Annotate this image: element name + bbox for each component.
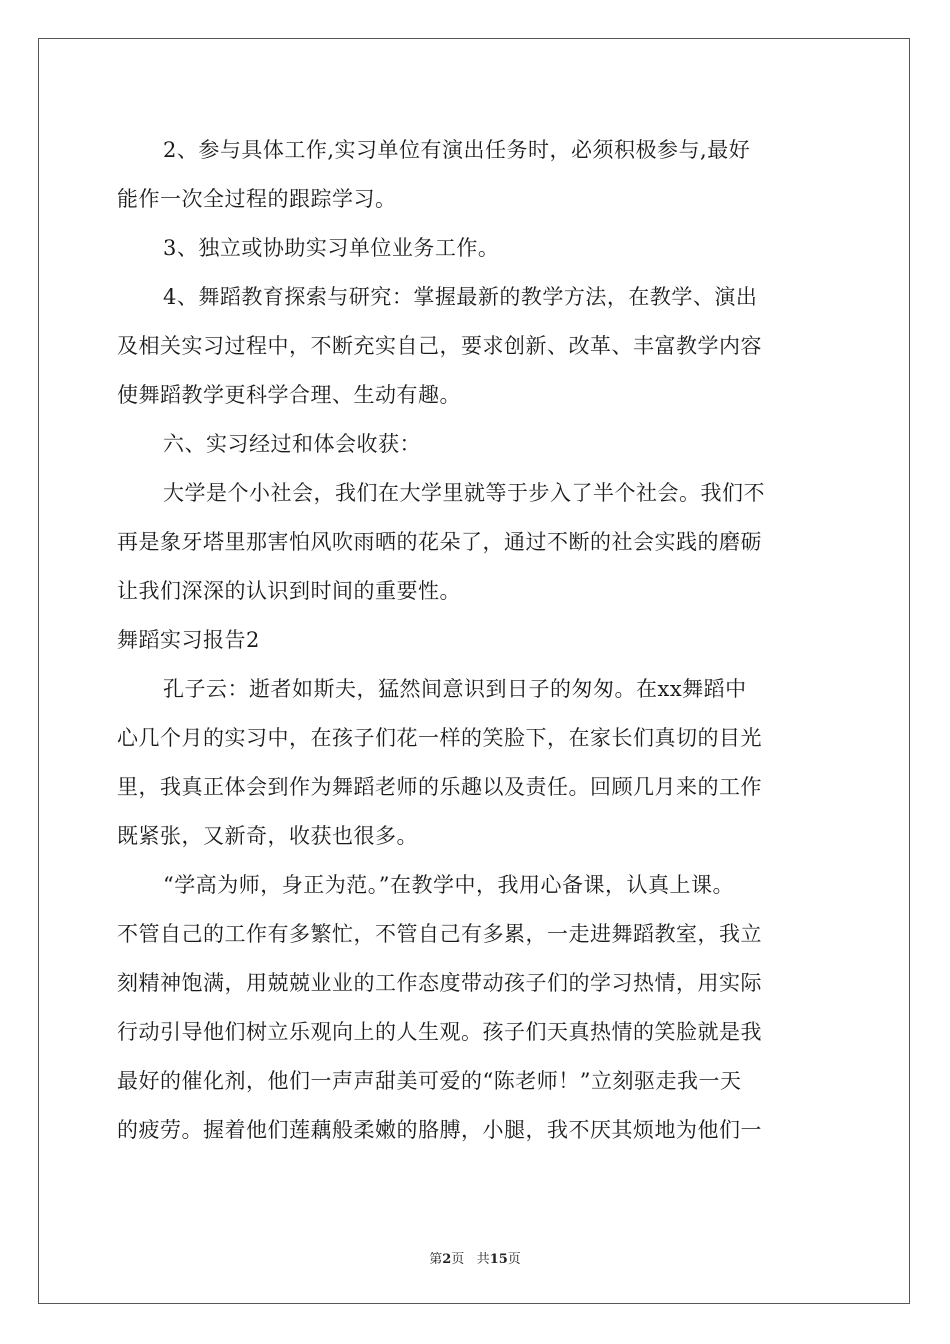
- text-line: 2、参与具体工作,实习单位有演出任务时，必须积极参与,最好: [163, 138, 751, 162]
- text-line: 不管自己的工作有多繁忙，不管自己有多累，一走进舞蹈教室，我立: [117, 922, 762, 946]
- text-line: 4、舞蹈教育探索与研究：掌握最新的教学方法，在教学、演出: [163, 285, 758, 309]
- text-line: 大学是个小社会，我们在大学里就等于步入了半个社会。我们不: [163, 481, 765, 505]
- page-footer: [0, 1248, 950, 1267]
- text-line: 孔子云：逝者如斯夫，猛然间意识到日子的匆匆。在xx舞蹈中: [163, 677, 747, 701]
- text-line: “学高为师，身正为范。”在教学中，我用心备课，认真上课。: [163, 873, 734, 897]
- text-line: 能作一次全过程的跟踪学习。: [117, 187, 397, 211]
- text-line: 的疲劳。握着他们莲藕般柔嫩的胳膊，小腿，我不厌其烦地为他们一: [117, 1118, 762, 1142]
- text-line: 及相关实习过程中，不断充实自己，要求创新、改革、丰富教学内容: [117, 334, 762, 358]
- footer-page-number: 2: [442, 1252, 452, 1267]
- text-line: 行动引导他们树立乐观向上的人生观。孩子们天真热情的笑脸就是我: [117, 1020, 762, 1044]
- text-line: 心几个月的实习中，在孩子们花一样的笑脸下，在家长们真切的目光: [117, 726, 762, 750]
- text-line: 使舞蹈教学更科学合理、生动有趣。: [117, 383, 461, 407]
- footer-total-prefix: 共: [476, 1252, 490, 1267]
- footer-page-suffix: 页: [451, 1252, 465, 1267]
- text-line: 里，我真正体会到作为舞蹈老师的乐趣以及责任。回顾几月来的工作: [117, 775, 762, 799]
- document-body: [117, 126, 833, 1155]
- text-line: 再是象牙塔里那害怕风吹雨晒的花朵了，通过不断的社会实践的磨砺: [117, 530, 762, 554]
- text-line: 让我们深深的认识到时间的重要性。: [117, 579, 461, 603]
- text-line: 刻精神饱满，用兢兢业业的工作态度带动孩子们的学习热情，用实际: [117, 971, 762, 995]
- footer-total-suffix: 页: [507, 1252, 521, 1267]
- text-line: 舞蹈实习报告2: [117, 628, 260, 652]
- footer-page-prefix: 第: [429, 1252, 443, 1267]
- text-line: 3、独立或协助实习单位业务工作。: [163, 236, 500, 260]
- text-line: 既紧张，又新奇，收获也很多。: [117, 824, 418, 848]
- footer-total-number: 15: [489, 1252, 508, 1267]
- text-line: 六、实习经过和体会收获：: [163, 432, 421, 456]
- text-line: 最好的催化剂，他们一声声甜美可爱的“陈老师！”立刻驱走我一天: [117, 1069, 742, 1093]
